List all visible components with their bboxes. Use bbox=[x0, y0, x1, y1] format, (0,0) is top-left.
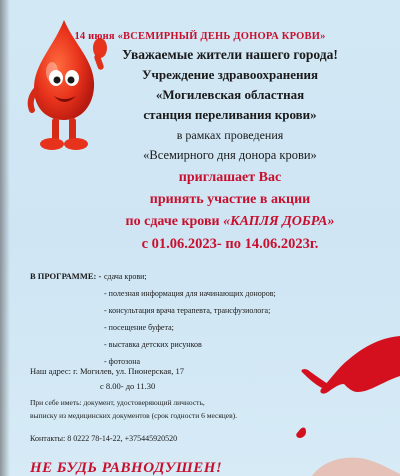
address: Наш адрес: г. Могилев, ул. Пионерская, 17 bbox=[30, 366, 184, 376]
institution-line: станция переливания крови» bbox=[143, 107, 317, 122]
program-item: - полезная информация для начинающих доноров; bbox=[104, 289, 276, 298]
institution-line: Учреждение здравоохранения bbox=[141, 67, 319, 82]
institution-line: «Могилевская областная bbox=[155, 87, 305, 102]
program-label: В ПРОГРАММЕ: - bbox=[30, 271, 102, 281]
requirements-line: выписку из медицинских документов (срок годности 6 месяцев). bbox=[30, 411, 238, 420]
context-line: в рамках проведения bbox=[176, 128, 284, 142]
hand-with-drop-icon bbox=[278, 326, 400, 476]
scan-edge-shadow bbox=[0, 0, 10, 476]
working-hours: с 8.00- до 11.30 bbox=[100, 381, 156, 391]
invitation-prefix: по сдаче крови bbox=[125, 214, 224, 229]
requirements-line: При себе иметь: документ, удостоверяющий личность, bbox=[30, 398, 205, 407]
program-item: сдача крови; bbox=[104, 272, 147, 281]
program-item: - посещение буфета; bbox=[104, 323, 174, 332]
action-name: «КАПЛЯ ДОБРА» bbox=[223, 214, 335, 229]
event-headline: 14 июня «ВСЕМИРНЫЙ ДЕНЬ ДОНОРА КРОВИ» bbox=[74, 31, 326, 42]
context-line: «Всемирного дня донора крови» bbox=[143, 148, 317, 162]
invitation-line: принять участие в акции bbox=[149, 192, 311, 207]
greeting: Уважаемые жители нашего города! bbox=[122, 47, 338, 62]
slogan: НЕ БУДЬ РАВНОДУШЕН! bbox=[30, 460, 223, 476]
invitation-line: приглашает Вас bbox=[178, 170, 282, 185]
program-item: - фотозона bbox=[104, 357, 141, 366]
program-item: - выставка детских рисунков bbox=[104, 340, 202, 349]
campaign-dates: с 01.06.2023- по 14.06.2023г. bbox=[141, 236, 319, 252]
contacts: Контакты: 8 0222 78-14-22, +375445920520 bbox=[30, 434, 178, 443]
invitation-action-line bbox=[90, 214, 370, 230]
program-item: - консультация врача терапевта, трансфузиолога; bbox=[104, 306, 271, 315]
